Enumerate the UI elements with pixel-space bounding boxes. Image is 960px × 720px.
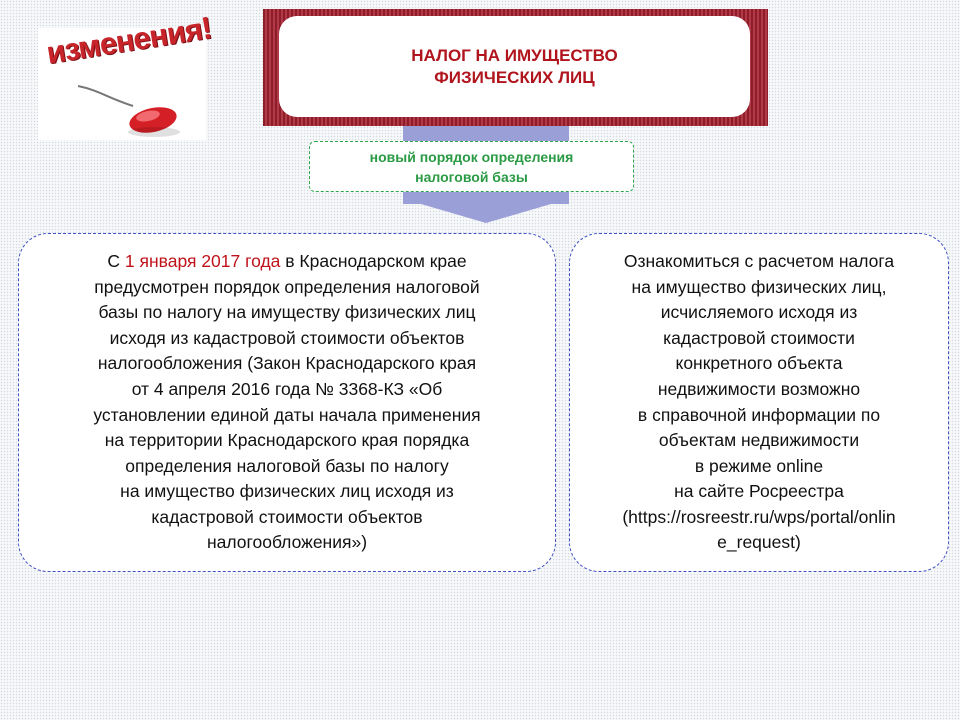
page-title: НАЛОГ НА ИМУЩЕСТВО ФИЗИЧЕСКИХ ЛИЦ [411,45,618,87]
date-highlight: 1 января 2017 года [124,250,281,271]
right-card-text: Ознакомиться с расчетом налога на имущество физических лиц, исчисляемого исходя из кадастровой стоимости конкретного объекта недвижимости возможно в справочной информации по объектам недвижимости в режиме online на сайте Росреестра (https://rosreestr.ru/wps/portal/onlin e_request) [622,250,896,553]
logo-izmeneniya [38,10,214,140]
title-box [279,16,750,117]
right-info-card [569,233,949,572]
left-card-prefix: С [107,250,125,271]
logo-text: изменения! [44,10,214,71]
left-info-card [18,233,556,572]
subtitle-text: новый порядок определения налоговой базы [369,148,574,185]
subtitle-box [309,141,634,192]
title-frame [263,9,768,126]
left-card-body: в Краснодарском крае предусмотрен порядок определения налоговой базы по налогу на имуществу физических лиц исходя из кадастровой стоимости объектов налогообложения (Закон Краснодарского края от 4 апреля 2016 года № 3368-КЗ «Об установлении единой даты начала применения на территории Краснодарского края порядка определения налоговой базы по налогу на имущество физических лиц исходя из кадастровой стоимости объектов налогообложения») [93,250,481,553]
left-card-text [93,249,480,556]
